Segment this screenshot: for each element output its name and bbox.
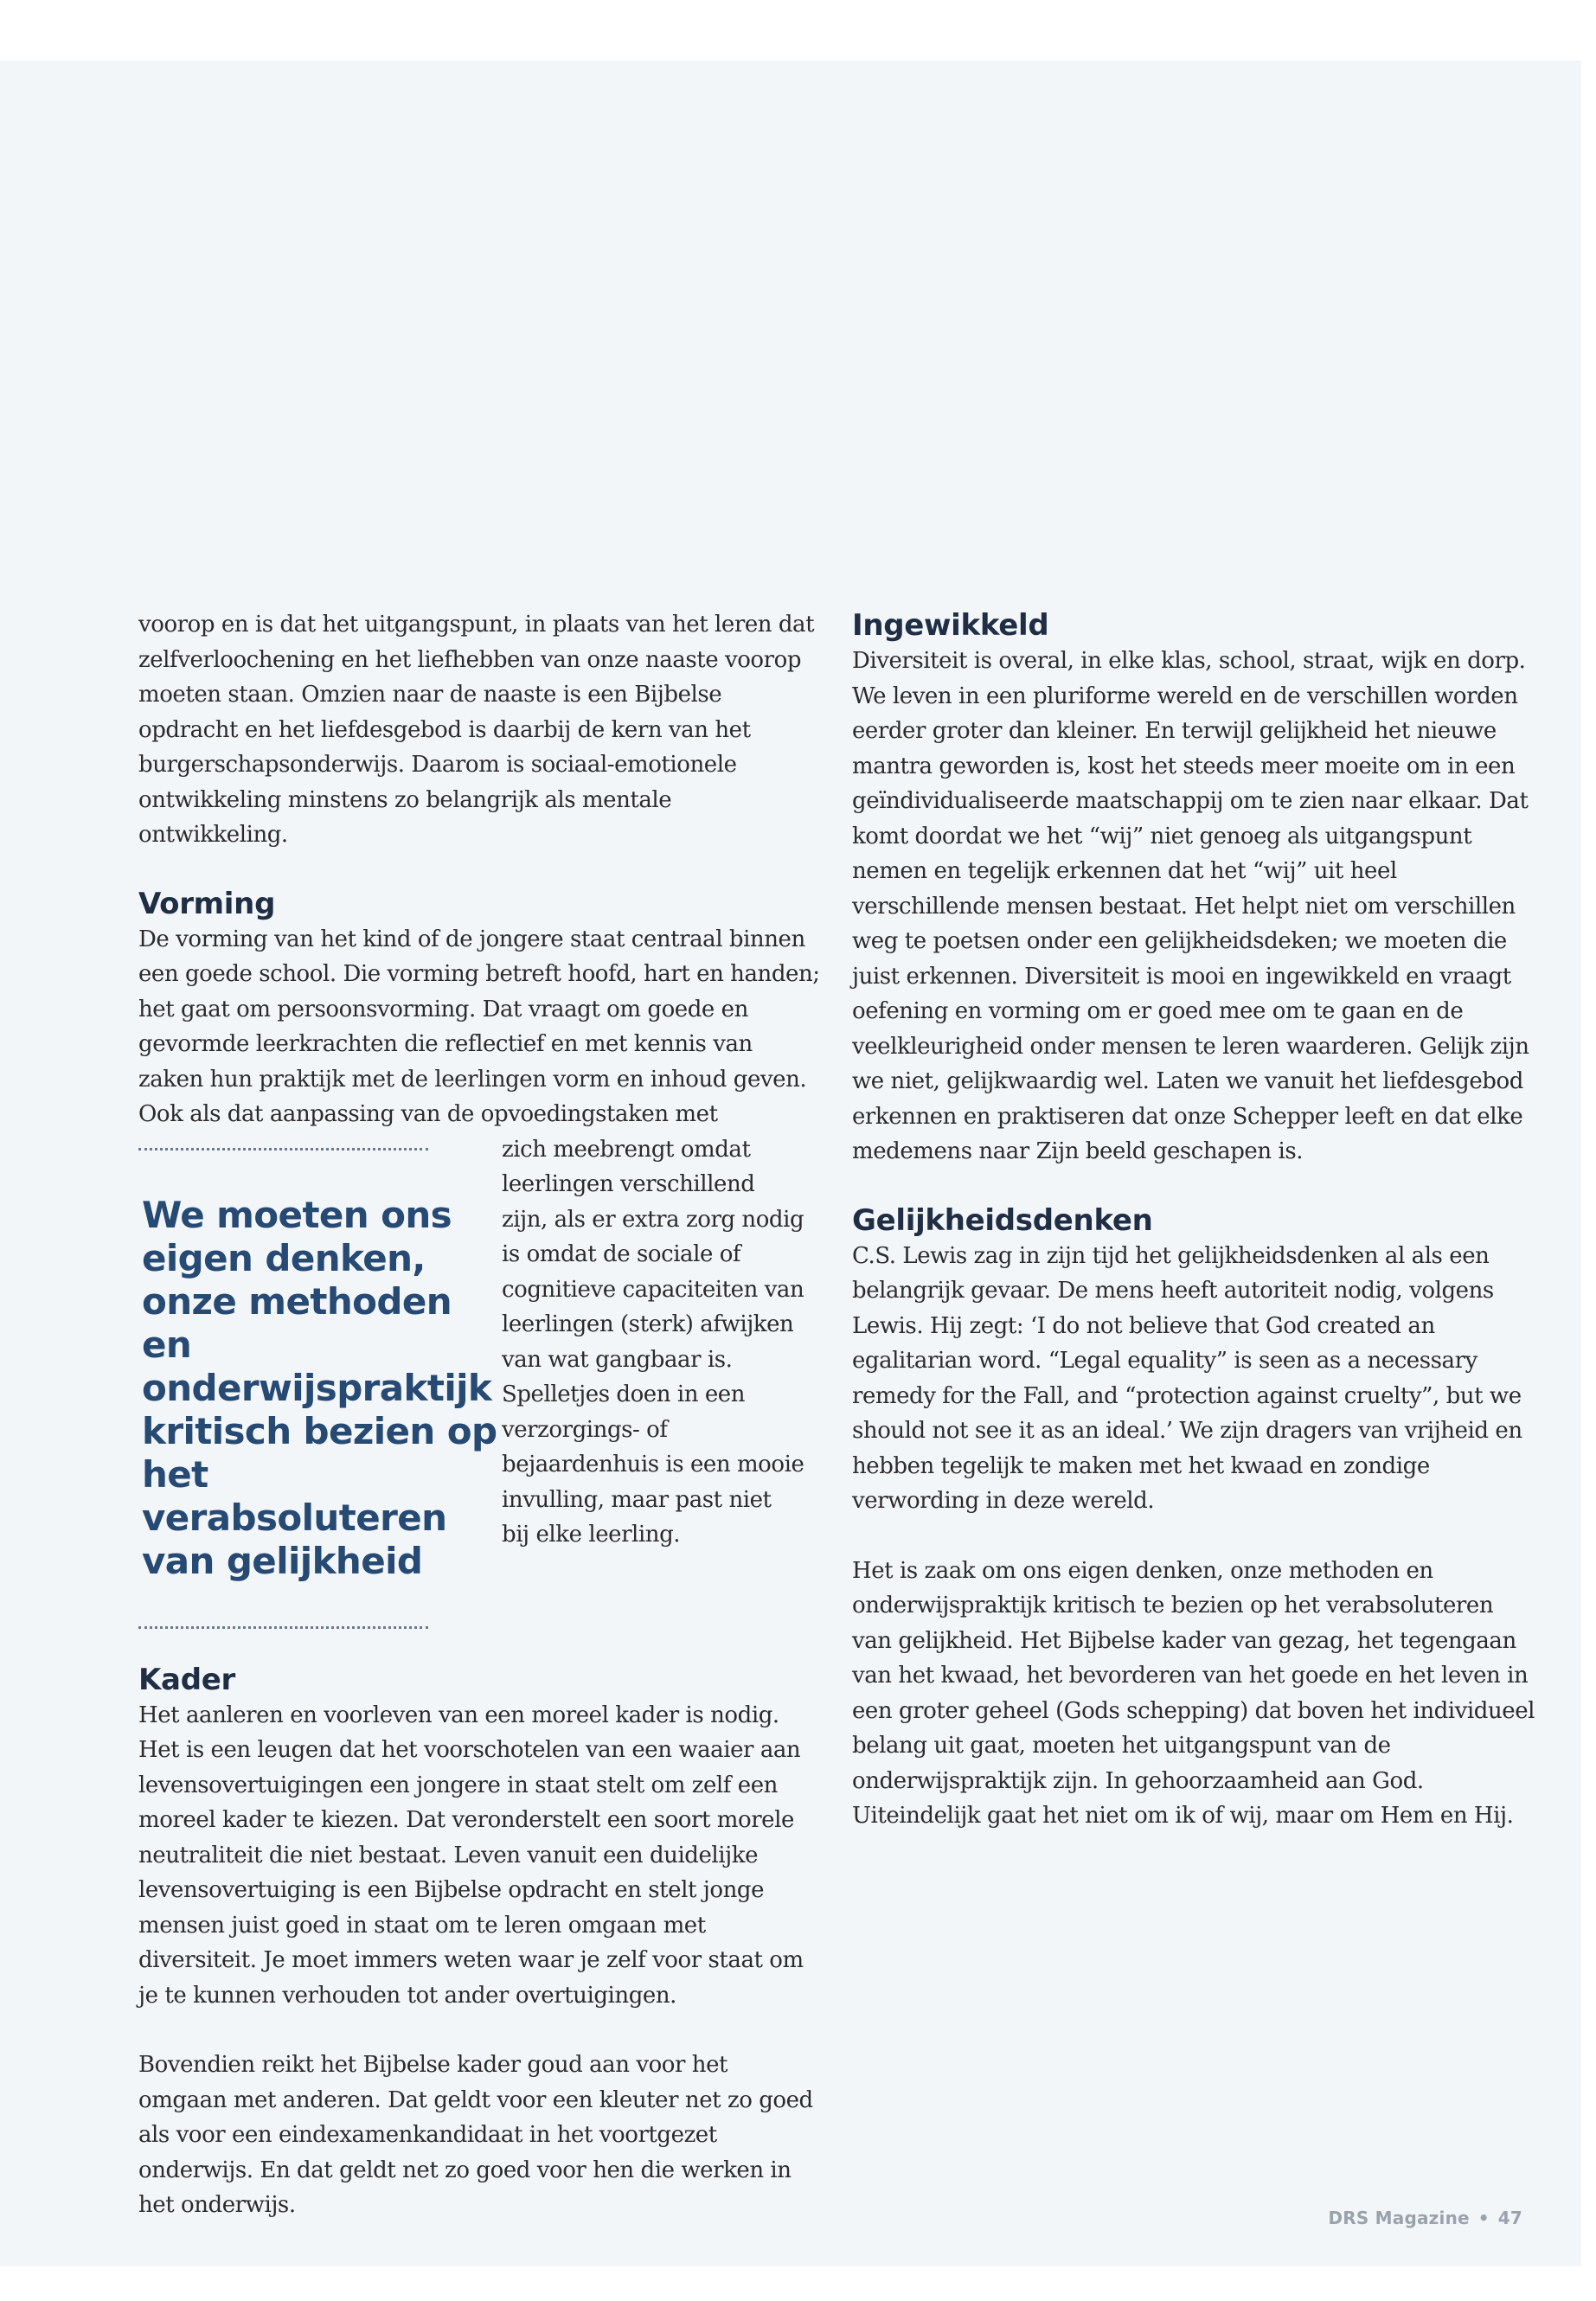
section-heading-gelijkheidsdenken: Gelijkheidsdenken <box>852 1202 1153 1238</box>
footer-separator: • <box>1477 2208 1490 2228</box>
left-column <box>138 607 822 2223</box>
ingewikkeld-paragraph: Diversiteit is overal, in elke klas, school, straat, wijk en dorp. We leven in een pluriforme wereld en de verschillen worden eerder groter dan kleiner. En terwijl gelijkheid het nieuwe mantra geworden is, kost het steeds meer moeite om in een geïndividualiseerde maatschappij om te zien naar elkaar. Dat komt doordat we het “wij” niet genoeg als uitgangspunt nemen en tegelijk erkennen dat het “wij” uit heel verschillende mensen bestaat. Het helpt niet om verschillen weg te poetsen onder een gelijkheidsdeken; we moeten die juist erkennen. Diversiteit is mooi en ingewikkeld en vraagt oefening en vorming om er goed mee om te gaan en de veelkleurigheid onder mensen te leren waarderen. Gelijk zijn we niet, gelijkwaardig wel. Laten we vanuit het liefdesgebod erkennen en praktiseren dat onze Schepper leeft en dat elke medemens naar Zijn beeld geschapen is. <box>852 648 1529 1164</box>
section-heading-kader: Kader <box>138 1662 235 1697</box>
vorming-paragraph-continued: zich meebrengt omdat leerlingen verschillend zijn, als er extra zorg nodig is omdat de sociale of cognitieve capaciteiten van leerlingen (sterk) afwijken van wat gangbaar is. Spelletjes doen in een verzorgings- of bejaardenhuis is een mooie invulling, maar past niet bij elke leerling. <box>502 1136 804 1548</box>
magazine-name: DRS Magazine <box>1328 2208 1470 2228</box>
page-number: 47 <box>1497 2208 1522 2228</box>
section-heading-ingewikkeld: Ingewikkeld <box>852 608 1049 643</box>
magazine-page <box>0 61 1581 2266</box>
section-heading-vorming: Vorming <box>138 886 276 921</box>
intro-paragraph: voorop en is dat het uitgangspunt, in plaats van het leren dat zelfverloochening en het liefhebben van onze naaste voorop moeten staan. Omzien naar de naaste is een Bijbelse opdracht en het liefdesgebod is daarbij de kern van het burgerschapsonderwijs. Daarom is sociaal-emotionele ontwikkeling minstens zo belangrijk als mentale ontwikkeling. <box>138 612 815 848</box>
gelijkheidsdenken-paragraph-1: C.S. Lewis zag in zijn tijd het gelijkheidsdenken al als een belangrijk gevaar. De mens heeft autoriteit nodig, volgens Lewis. Hij zegt: ‘I do not believe that God created an egalitarian word. “Legal equality” is seen as a necessary remedy for the Fall, and “protection against cruelty”, but we should not see it as an ideal.’ We zijn dragers van vrijheid en hebben tegelijk te maken met het kwaad en zondige verwording in deze wereld. <box>852 1242 1522 1514</box>
page-footer <box>1329 2208 1523 2228</box>
pullquote-bottom-divider <box>138 1626 428 1629</box>
kader-paragraph-1: Het aanleren en voorleven van een moreel kader is nodig. Het is een leugen dat het voorschotelen van een waaier aan levensovertuigingen een jongere in staat stelt om zelf een moreel kader te kiezen. Dat veronderstelt een soort morele neutraliteit die niet bestaat. Leven vanuit een duidelijke levensovertuiging is een Bijbelse opdracht en stelt jonge mensen juist goed in staat om te leren omgaan met diversiteit. Je moet immers weten waar je zelf voor staat om je te kunnen verhouden tot ander overtuigingen. <box>138 1702 804 2009</box>
kader-paragraph-2: Bovendien reikt het Bijbelse kader goud aan voor het omgaan met anderen. Dat geldt voor een kleuter net zo goed als voor een eindexamenkandidaat in het voortgezet onderwijs. En dat geldt net zo goed voor hen die werken in het onderwijs. <box>138 2052 813 2218</box>
right-column <box>852 607 1535 1834</box>
vorming-paragraph: De vorming van het kind of de jongere staat centraal binnen een goede school. Die vorming betreft hoofd, hart en handen; het gaat om persoonsvorming. Dat vraagt om goede en gevormde leerkrachten die reflectief en met kennis van zaken hun praktijk met de leerlingen vorm en inhoud geven. Ook als dat aanpassing van de opvoedingstaken met <box>138 926 820 1127</box>
pullquote-wrapper <box>138 1132 822 1629</box>
pullquote <box>138 1132 502 1629</box>
pullquote-top-divider <box>138 1148 428 1150</box>
pullquote-text: We moeten ons eigen denken, onze methoden en onderwijspraktijk kritisch bezien op het verabsoluteren van gelijkheid <box>142 1193 497 1582</box>
gelijkheidsdenken-paragraph-2: Het is zaak om ons eigen denken, onze methoden en onderwijspraktijk kritisch te bezien op het verabsoluteren van gelijkheid. Het Bijbelse kader van gezag, het tegengaan van het kwaad, het bevorderen van het goede en het leven in een groter geheel (Gods schepping) dat boven het individueel belang uit gaat, moeten het uitgangspunt van de onderwijspraktijk zijn. In gehoorzaamheid aan God. Uiteindelijk gaat het niet om ik of wij, maar om Hem en Hij. <box>852 1557 1535 1829</box>
